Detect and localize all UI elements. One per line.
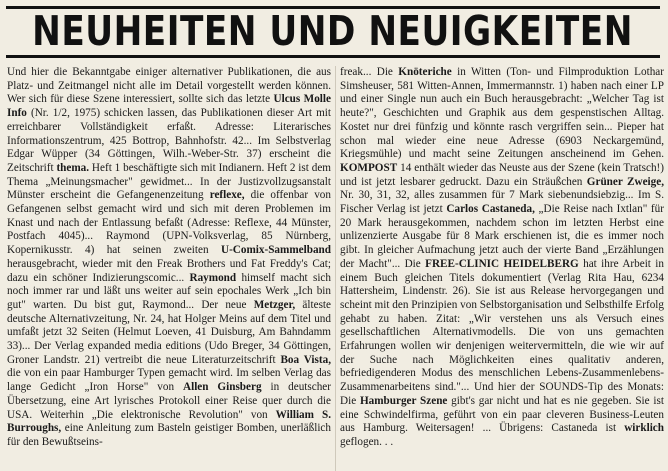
bold-term: Hamburger Szene [359,394,448,407]
bold-term: Grüner Zweige, [586,175,664,188]
text-run: freak... Die [340,66,399,78]
text-run: (Nr. 1/2, 1975) schicken lassen, das Publikationen dieser Art mit erreichbarer Vollständigkeit erfaßt. Adresse: Literarisches Informationszentrum, 425 Bottrop, Bahnhofstr. 42... Im Selbstverlag Edgar Wüpper (34 Göttingen, Wilh.-Weber-Str. 37) erscheint die Zeitschrift [7,107,331,174]
text-run: die offenbar von Gefangenen selbst gemacht wird und sich mit deren Problemen im Knast und nach der Entlassung befaßt (Adresse: Reflexe, 44 Münster, Postfach 4045)... Raymond (UPN-Volksverlag, 85 Nürnberg, Kopernikusstr. 4) hat seinen zweiten [7,189,331,257]
text-run: in deutscher Übersetzung, eine Art lyrisches Protokoll einer Reise quer durch die USA. Weiterhin „Die elektronische Revolution" von [7,381,331,421]
text-run: Heft 1 beschäftigte sich mit Indianern. Heft 2 ist dem Thema „Meinungsmacher" gewidmet... In der Justizvollzugsanstalt Münster erscheint die Gefangenenzeitung [7,161,331,202]
headline: NEUHEITEN UND NEUIGKEITEN [32,8,634,56]
text-run: hat ihre Arbeit in einem Buch gleichen Titels dokumentiert (Verlag Rita Hau, 6234 Hattersheim, Lindenstr. 26). Sie ist aus Release hervorgegangen und scheint mit den Prinzipien von Selbstorganisation und Selbsthilfe Erfolg gehabt zu haben. Zitat: „Wir verstehen uns als Versuch eines gesellschaftlichen Alternativmodells. Die von uns gemachten Erfahrungen wollen wir denjenigen weitervermitteln, die wie wir auf der Suche nach Möglichkeiten eines qualitativ anderen, befriedigenderen Modus des menschlichen Lebens-Zusammenlebens-Zusammenarbeitens sind."... Und hier der SOUNDS-Tip des Monats: Die [340,257,664,407]
text-run: in Witten (Ton- und Filmproduktion Lothar Simsheuser, 581 Witten-Annen, Immermannstr. 1) haben nach einer LP und einer Single nun auch ein Buch herausgebracht: „Welcher Tag ist heute?", Geschichten und Graphik aus dem gespenstischen Alltag. Kostet nur drei fünfzig und könnte rasch vergriffen sein... Pieper hat schon mal wieder eine neue Adresse (6903 Neckargemünd, Kriegsmühle) und macht seine Zeitungen anscheinend im Gehen. [340,66,664,161]
text-run: älteste deutsche Alternativzeitung, Nr. 24, hat Holger Meins auf dem Titel und umfaßt jetzt 32 Seiten (Helmut Loeven, 41 Duisburg, Am Bahndamm 33)... Der Verlag expanded media editions (Udo Breger, 34 Göttingen, Groner Landstr. 21) vertreibt die neue Literaturzeitschrift [7,298,331,366]
text-run: „Die Reise nach Ixtlan" für 20 Mark herausgekommen, nachdem schon im letzten Herbst eine unlizenzierte Ausgabe für 8 Mark erschienen ist, die es immer noch gibt. In gleicher Aufmachung jetzt auch der vierte Band „Erzählungen der Macht"... Die [340,203,664,270]
bold-term: U-Comix-Sammelband [220,244,331,257]
text-run: geflogen. . . [340,435,394,448]
text-run: gibt's gar nicht und hat es nie gegeben. Sie ist eine Schwindelfirma, geführt von ein paar cleveren Business-Leuten aus Hamburg. Weitersagen! ... Übrigens: Castaneda ist [340,394,664,435]
column-divider [335,66,336,471]
article-text-right [340,66,664,450]
bold-term: reflexe, [209,189,245,202]
headline-bar [6,6,660,58]
article-column-right [340,66,664,471]
bold-term: William S. Burroughs, [7,408,331,435]
text-run: Und hier die Bekanntgabe einiger alternativer Publikationen, die aus Platz- und Zeitmangel nicht alle im Detail vorgestellt werden können. Wer sich für diese Szene interessiert, sollte sich das letzte [7,66,331,106]
bold-term: Allen Ginsberg [183,381,262,394]
text-run: Nr. 30, 31, 32, alles zusammen für 7 Mark siebenundsiebzig... Im S. Fischer Verlag ist jetzt [340,189,664,216]
bold-term: FREE-CLINIC HEIDELBERG [425,257,579,270]
bold-term: Knöteriche [398,66,452,78]
bold-term: Ulcus Molle Info [7,93,331,120]
article-column-left [7,66,331,471]
bold-term: wirklich [624,422,664,435]
bold-term: Raymond [189,271,237,284]
text-run: herausgebracht, wieder mit den Freak Brothers und Fat Freddy's Cat; dazu ein schöner Indizierungscomic... [7,257,331,284]
text-run: himself macht sich noch immer rar und läßt uns weiter auf sein epochales Werk „Ich bin gut" warten. Du bist gut, Raymond... Der neue [7,271,331,311]
article-text-left [7,66,331,450]
text-run: eine Anleitung zum Basteln geistiger Bomben, unerläßlich für den Bewußtseins- [7,422,331,448]
text-run: 14 enthält wieder das Neuste aus der Szene (kein Tratsch!) und ist jetzt lesbarer gedruckt. Dazu ein Sträußchen [340,161,664,188]
bold-term: Carlos Castaneda, [446,203,535,216]
bold-term: KOMPOST [340,161,398,174]
bold-term: thema. [56,161,90,174]
text-run: die von ein paar Hamburger Typen gemacht wird. Im selben Verlag das lange Gedicht „Iron Horse" von [7,367,331,394]
bold-term: Metzger, [253,298,296,311]
bold-term: Boa Vista, [280,353,331,366]
